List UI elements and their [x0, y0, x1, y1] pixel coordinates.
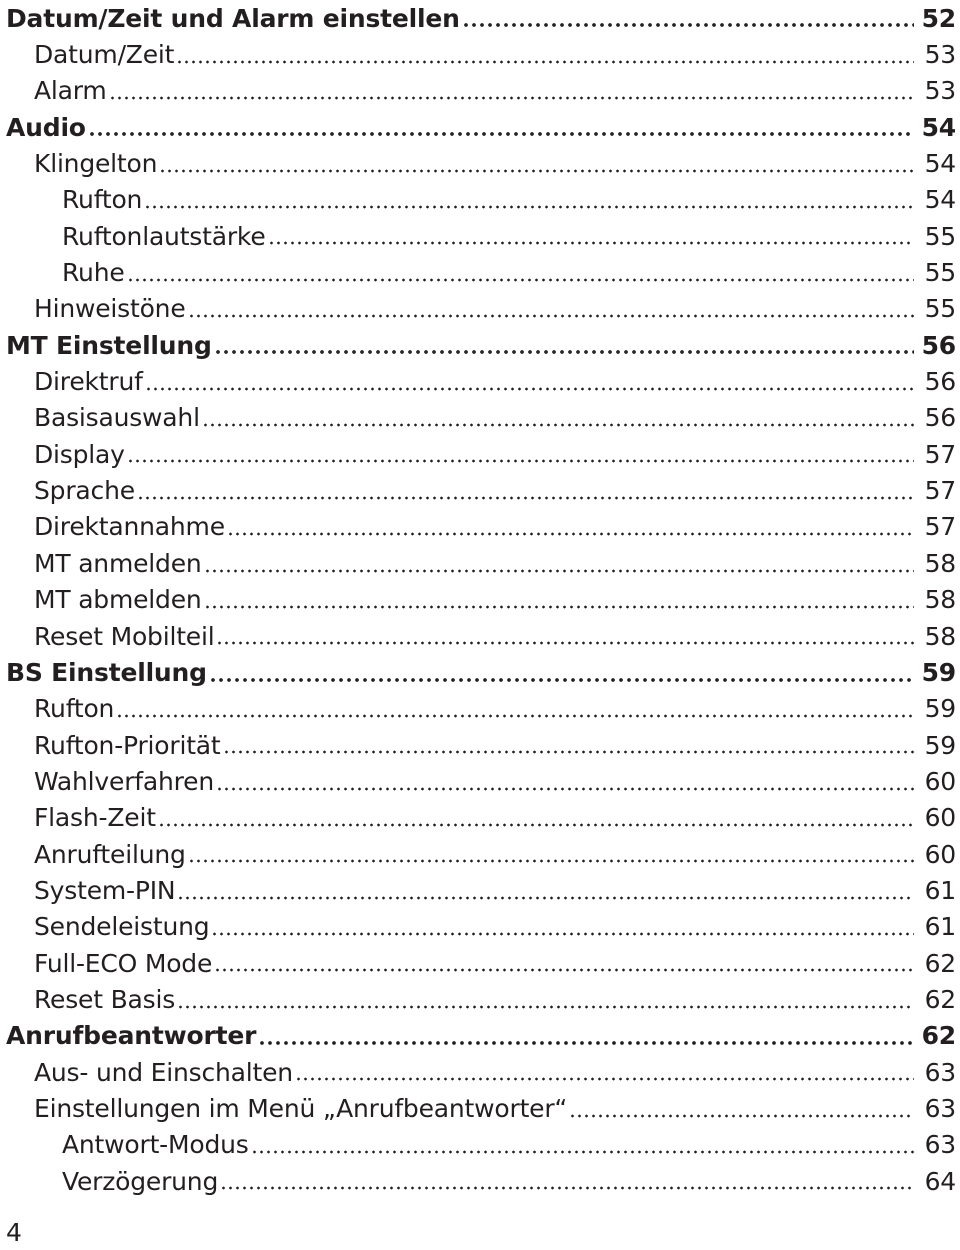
toc-entry-title: Basisauswahl	[34, 403, 200, 433]
toc-entry-page-number: 60	[924, 839, 956, 869]
dot-leader	[258, 1041, 914, 1045]
dot-leader	[109, 96, 914, 100]
dot-leader	[144, 205, 914, 209]
toc-subsection-entry[interactable]	[0, 836, 960, 872]
toc-entry-page-number: 54	[924, 185, 956, 215]
toc-entry-title: Direktannahme	[34, 512, 225, 542]
dot-leader	[188, 859, 914, 863]
toc-entry-title: MT abmelden	[34, 585, 202, 615]
toc-entry-title: BS Einstellung	[6, 657, 207, 687]
toc-entry-title: Hinweistöne	[34, 294, 186, 324]
toc-entry-title: MT anmelden	[34, 548, 202, 578]
toc-subsubsection-entry[interactable]	[0, 1127, 960, 1163]
toc-entry-title: Audio	[6, 112, 86, 142]
toc-entry-title: Aus- und Einschalten	[34, 1057, 293, 1087]
toc-entry-page-number: 58	[924, 548, 956, 578]
dot-leader	[216, 641, 914, 645]
dot-leader	[159, 169, 914, 173]
toc-entry-page-number: 60	[924, 803, 956, 833]
toc-entry-page-number: 61	[924, 912, 956, 942]
dot-leader	[204, 569, 914, 573]
dot-leader	[214, 968, 914, 972]
dot-leader	[177, 1005, 914, 1009]
dot-leader	[88, 132, 914, 136]
toc-subsubsection-entry[interactable]	[0, 1163, 960, 1199]
dot-leader	[211, 932, 914, 936]
toc-entry-page-number: 57	[924, 476, 956, 506]
toc-entry-title: Rufton-Priorität	[34, 730, 221, 760]
toc-section-entry[interactable]	[0, 0, 960, 36]
dot-leader	[202, 423, 914, 427]
toc-entry-title: Flash-Zeit	[34, 803, 156, 833]
dot-leader	[295, 1077, 914, 1081]
toc-entry-page-number: 62	[921, 1021, 956, 1051]
toc-entry-page-number: 60	[924, 766, 956, 796]
toc-entry-title: Alarm	[34, 76, 107, 106]
toc-entry-page-number: 53	[924, 40, 956, 70]
toc-subsubsection-entry[interactable]	[0, 182, 960, 218]
toc-subsection-entry[interactable]	[0, 981, 960, 1017]
toc-entry-title: Ruftonlautstärke	[62, 221, 266, 251]
toc-entry-page-number: 54	[924, 149, 956, 179]
toc-entry-title: Sprache	[34, 476, 135, 506]
dot-leader	[116, 714, 914, 718]
toc-entry-title: Full-ECO Mode	[34, 948, 213, 978]
toc-entry-page-number: 53	[924, 76, 956, 106]
dot-leader	[268, 241, 914, 245]
toc-entry-title: Ruhe	[62, 258, 125, 288]
dot-leader	[223, 750, 914, 754]
toc-entry-page-number: 55	[924, 294, 956, 324]
toc-subsubsection-entry[interactable]	[0, 218, 960, 254]
toc-subsection-entry[interactable]	[0, 1090, 960, 1126]
dot-leader	[214, 350, 914, 354]
toc-entry-page-number: 64	[924, 1166, 956, 1196]
toc-subsection-entry[interactable]	[0, 582, 960, 618]
dot-leader	[127, 459, 914, 463]
toc-subsection-entry[interactable]	[0, 73, 960, 109]
toc-entry-title: Rufton	[62, 185, 143, 215]
toc-entry-title: MT Einstellung	[6, 330, 212, 360]
toc-subsection-entry[interactable]	[0, 400, 960, 436]
toc-entry-title: Reset Basis	[34, 984, 176, 1014]
dot-leader	[209, 678, 914, 682]
toc-entry-page-number: 56	[924, 403, 956, 433]
toc-entry-title: Sendeleistung	[34, 912, 210, 942]
toc-section-entry[interactable]	[0, 109, 960, 145]
dot-leader	[462, 23, 914, 27]
dot-leader	[177, 896, 914, 900]
toc-entry-page-number: 57	[924, 512, 956, 542]
dot-leader	[251, 1150, 914, 1154]
toc-subsection-entry[interactable]	[0, 363, 960, 399]
dot-leader	[220, 1186, 914, 1190]
toc-entry-title: Wahlverfahren	[34, 766, 215, 796]
toc-entry-page-number: 56	[924, 367, 956, 397]
toc-subsection-entry[interactable]	[0, 618, 960, 654]
toc-subsubsection-entry[interactable]	[0, 254, 960, 290]
dot-leader	[204, 605, 914, 609]
toc-entry-page-number: 57	[924, 439, 956, 469]
toc-subsection-entry[interactable]	[0, 691, 960, 727]
toc-entry-title: Antwort-Modus	[62, 1130, 249, 1160]
toc-entry-page-number: 52	[921, 3, 956, 33]
toc-entry-title: Verzögerung	[62, 1166, 219, 1196]
toc-subsection-entry[interactable]	[0, 800, 960, 836]
toc-subsection-entry[interactable]	[0, 945, 960, 981]
toc-section-entry[interactable]	[0, 654, 960, 690]
toc-subsection-entry[interactable]	[0, 1054, 960, 1090]
dot-leader	[137, 496, 914, 500]
toc-subsection-entry[interactable]	[0, 436, 960, 472]
toc-entry-page-number: 55	[924, 258, 956, 288]
toc-subsection-entry[interactable]	[0, 291, 960, 327]
toc-entry-title: Display	[34, 439, 125, 469]
toc-entry-page-number: 63	[924, 1130, 956, 1160]
toc-entry-title: Datum/Zeit und Alarm einstellen	[6, 3, 460, 33]
toc-subsection-entry[interactable]	[0, 909, 960, 945]
dot-leader	[145, 387, 914, 391]
toc-entry-page-number: 59	[924, 730, 956, 760]
toc-entry-page-number: 54	[921, 112, 956, 142]
toc-entry-page-number: 59	[924, 694, 956, 724]
toc-entry-page-number: 63	[924, 1093, 956, 1123]
toc-subsection-entry[interactable]	[0, 509, 960, 545]
toc-entry-title: Anrufteilung	[34, 839, 186, 869]
toc-section-entry[interactable]	[0, 1018, 960, 1054]
toc-entry-page-number: 59	[921, 657, 956, 687]
toc-subsection-entry[interactable]	[0, 872, 960, 908]
toc-subsection-entry[interactable]	[0, 727, 960, 763]
dot-leader	[127, 278, 914, 282]
dot-leader	[158, 823, 914, 827]
toc-subsection-entry[interactable]	[0, 36, 960, 72]
toc-entry-page-number: 55	[924, 221, 956, 251]
toc-entry-page-number: 58	[924, 585, 956, 615]
page-number: 4	[6, 1218, 22, 1247]
toc-entry-title: Datum/Zeit	[34, 40, 175, 70]
toc-entry-page-number: 62	[924, 948, 956, 978]
toc-entry-title: Einstellungen im Menü „Anrufbeantworter“	[34, 1093, 568, 1123]
dot-leader	[227, 532, 914, 536]
toc-entry-page-number: 62	[924, 984, 956, 1014]
dot-leader	[176, 60, 914, 64]
dot-leader	[569, 1114, 914, 1118]
toc-subsection-entry[interactable]	[0, 472, 960, 508]
toc-entry-page-number: 63	[924, 1057, 956, 1087]
toc-entry-page-number: 61	[924, 875, 956, 905]
toc-entry-page-number: 56	[921, 330, 956, 360]
toc-section-entry[interactable]	[0, 327, 960, 363]
toc-subsection-entry[interactable]	[0, 545, 960, 581]
toc-entry-title: Direktruf	[34, 367, 143, 397]
toc-subsection-entry[interactable]	[0, 763, 960, 799]
toc-entry-title: System-PIN	[34, 875, 176, 905]
dot-leader	[216, 787, 914, 791]
toc-entry-title: Rufton	[34, 694, 115, 724]
dot-leader	[188, 314, 914, 318]
toc-entry-title: Anrufbeantworter	[6, 1021, 257, 1051]
toc-entry-title: Reset Mobilteil	[34, 621, 215, 651]
toc-entry-title: Klingelton	[34, 149, 158, 179]
toc-entry-page-number: 58	[924, 621, 956, 651]
toc-subsection-entry[interactable]	[0, 145, 960, 181]
